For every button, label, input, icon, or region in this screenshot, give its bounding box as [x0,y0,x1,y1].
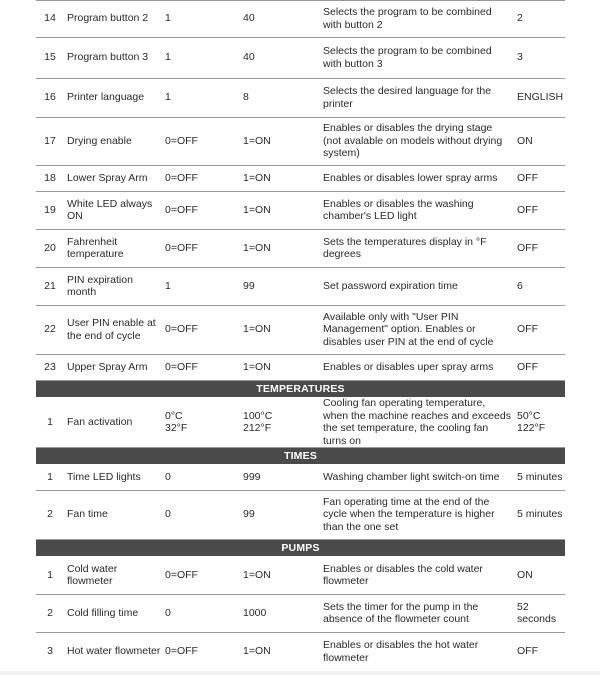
row-number [36,267,64,305]
max-value [243,165,321,191]
description-text: Enables or disables the cold water flowmeter [323,562,483,587]
description [323,78,513,117]
min-value-text: 0=OFF [165,568,198,581]
description [323,594,513,632]
parameter-name [67,397,162,447]
row-number-text: 19 [44,203,56,216]
max-value-text: 8 [243,91,249,104]
table-row [36,632,565,671]
row-number-text: 21 [44,279,56,292]
max-value-text: 1=ON [243,203,271,216]
section-temperatures-header: TEMPERATURES [36,381,565,397]
row-number-text: 3 [47,645,53,658]
row-number-text: 1 [47,415,53,428]
min-value-text: 0=OFF [165,241,198,254]
description-text: Sets the timer for the pump in the absence of the flowmeter count [323,600,479,625]
max-value-text: 1=ON [243,241,271,254]
page-bottom-strip [0,671,600,675]
min-value [165,191,243,229]
min-value-text: 0=OFF [165,171,198,184]
max-value [243,78,321,117]
max-value-text: 1=ON [243,171,271,184]
min-value-text: 0°C 32°F [165,409,188,434]
min-value-text: 0=OFF [165,134,198,147]
row-number-text: 22 [44,323,56,336]
min-value-text: 1 [165,51,171,64]
description [323,117,513,165]
row-number-text: 1 [47,470,53,483]
parameter-name-text: White LED always ON [67,197,153,222]
table-row [36,165,565,191]
description-text: Fan operating time at the end of the cycle when the temperature is higher than the one set [323,495,495,533]
description [323,0,513,37]
row-number-text: 17 [44,134,56,147]
max-value-text: 1=ON [243,134,271,147]
max-value [243,556,321,594]
default-value-text: 5 minutes [517,508,563,521]
table-row [36,354,565,380]
parameter-name-text: User PIN enable at the end of cycle [67,317,156,342]
description-text: Enables or disables the hot water flowmeter [323,639,479,664]
default-value-text: OFF [517,645,538,658]
default-value [517,37,565,78]
max-value-text: 100°C 212°F [243,409,273,434]
description-text: Enables or disables the washing chamber's LED light [323,197,474,222]
row-number [36,632,64,671]
max-value [243,37,321,78]
default-value [517,165,565,191]
min-value-text: 0 [165,508,171,521]
parameter-name [67,229,162,267]
parameter-name-text: Hot water flowmeter [67,645,161,658]
parameter-name [67,305,162,354]
row-number-text: 20 [44,241,56,254]
parameter-name [67,37,162,78]
default-value [517,267,565,305]
description [323,464,513,490]
parameter-name [67,354,162,380]
min-value-text: 1 [165,279,171,292]
table-row [36,464,565,490]
min-value [165,594,243,632]
row-number [36,229,64,267]
min-value [165,165,243,191]
parameter-name-text: Drying enable [67,134,132,147]
max-value [243,397,321,447]
default-value-text: 52 seconds [517,600,557,625]
max-value-text: 1=ON [243,568,271,581]
row-number [36,464,64,490]
min-value-text: 0=OFF [165,323,198,336]
default-value-text: OFF [517,171,538,184]
max-value [243,305,321,354]
default-value [517,556,565,594]
description [323,397,513,447]
min-value-text: 0=OFF [165,360,198,373]
default-value-text: OFF [517,360,538,373]
row-number [36,556,64,594]
default-value-text: 5 minutes [517,470,563,483]
min-value [165,632,243,671]
default-value-text: 3 [517,51,523,64]
description [323,267,513,305]
max-value [243,267,321,305]
default-value [517,397,565,447]
max-value [243,191,321,229]
parameter-name [67,632,162,671]
parameter-name [67,117,162,165]
default-value [517,632,565,671]
table-row [36,37,565,78]
parameter-name-text: Printer language [67,91,145,104]
max-value-text: 40 [243,12,255,25]
max-value-text: 99 [243,279,255,292]
table-row [36,191,565,229]
min-value-text: 0 [165,470,171,483]
row-number [36,191,64,229]
min-value [165,354,243,380]
description [323,354,513,380]
default-value [517,354,565,380]
max-value [243,354,321,380]
row-number-text: 23 [44,360,56,373]
min-value [165,464,243,490]
default-value-text: ENGLISH [517,91,564,104]
parameter-name-text: Fan time [67,508,108,521]
row-number [36,165,64,191]
parameter-name-text: Program button 3 [67,51,149,64]
min-value [165,37,243,78]
max-value [243,464,321,490]
description [323,191,513,229]
default-value-text: ON [517,134,533,147]
min-value [165,490,243,539]
row-number [36,594,64,632]
min-value-text: 1 [165,12,171,25]
description-text: Cooling fan operating temperature, when the machine reaches and exceeds the set temperature, the cooling fan turns on [323,397,511,447]
default-value-text: 6 [517,279,523,292]
max-value-text: 1=ON [243,323,271,336]
row-number [36,117,64,165]
description-text: Sets the temperatures display in °F degrees [323,235,487,260]
table-row [36,594,565,632]
table-row [36,305,565,354]
row-number [36,397,64,447]
min-value-text: 0 [165,606,171,619]
row-number-text: 16 [44,91,56,104]
default-value-text: OFF [517,203,538,216]
parameter-name-text: Fahrenheit temperature [67,235,124,260]
min-value [165,78,243,117]
description-text: Selects the program to be combined with button 2 [323,6,492,31]
min-value [165,267,243,305]
parameter-name [67,191,162,229]
default-value-text: OFF [517,323,538,336]
default-value [517,117,565,165]
max-value [243,490,321,539]
description [323,490,513,539]
description [323,37,513,78]
min-value [165,305,243,354]
description-text: Enables or disables uper spray arms [323,360,494,373]
description [323,229,513,267]
max-value [243,229,321,267]
description [323,632,513,671]
row-number [36,354,64,380]
parameter-table [36,0,565,672]
table-row [36,0,565,37]
default-value [517,464,565,490]
max-value-text: 1=ON [243,360,271,373]
row-number-text: 2 [47,508,53,521]
description-text: Set password expiration time [323,279,458,292]
description [323,305,513,354]
row-number-text: 14 [44,12,56,25]
max-value-text: 99 [243,508,255,521]
row-number-text: 15 [44,51,56,64]
row-number-text: 2 [47,606,53,619]
parameter-name [67,0,162,37]
max-value [243,117,321,165]
parameter-name-text: Time LED lights [67,470,141,483]
max-value [243,632,321,671]
default-value [517,0,565,37]
max-value-text: 40 [243,51,255,64]
table-row [36,117,565,165]
min-value [165,229,243,267]
min-value [165,397,243,447]
row-number [36,37,64,78]
parameter-name [67,464,162,490]
min-value [165,556,243,594]
default-value [517,594,565,632]
max-value-text: 1=ON [243,645,271,658]
description-text: Selects the program to be combined with button 3 [323,45,492,70]
row-number [36,0,64,37]
max-value [243,594,321,632]
max-value-text: 999 [243,470,261,483]
min-value-text: 1 [165,91,171,104]
default-value-text: OFF [517,241,538,254]
row-number-text: 1 [47,568,53,581]
description-text: Available only with "User PIN Management" option. Enables or disables user PIN at the end of cycle [323,310,494,348]
description [323,556,513,594]
table-row [36,267,565,305]
row-number [36,78,64,117]
parameter-name-text: Cold water flowmeter [67,562,118,587]
parameter-name [67,78,162,117]
parameter-name [67,490,162,539]
description-text: Enables or disables the drying stage (not avalable on models without drying system) [323,122,503,160]
row-number-text: 18 [44,171,56,184]
description-text: Enables or disables lower spray arms [323,171,498,184]
min-value-text: 0=OFF [165,645,198,658]
default-value [517,78,565,117]
default-value-text: 50°C 122°F [517,409,546,434]
section-pumps-header: PUMPS [36,540,565,556]
parameter-name [67,556,162,594]
parameter-name-text: PIN expiration month [67,273,133,298]
row-number [36,305,64,354]
min-value [165,0,243,37]
parameter-name [67,165,162,191]
table-row [36,229,565,267]
parameter-name-text: Program button 2 [67,12,149,25]
table-row [36,556,565,594]
section-times-header: TIMES [36,448,565,464]
parameter-name-text: Cold filling time [67,606,139,619]
default-value-text: 2 [517,12,523,25]
min-value [165,117,243,165]
min-value-text: 0=OFF [165,203,198,216]
default-value [517,490,565,539]
description-text: Selects the desired language for the printer [323,85,492,110]
parameter-name-text: Fan activation [67,415,133,428]
parameter-name-text: Lower Spray Arm [67,171,148,184]
description-text: Washing chamber light switch-on time [323,470,500,483]
parameter-name [67,594,162,632]
max-value [243,0,321,37]
max-value-text: 1000 [243,606,267,619]
default-value [517,191,565,229]
default-value-text: ON [517,568,533,581]
default-value [517,305,565,354]
table-row [36,78,565,117]
row-number [36,490,64,539]
default-value [517,229,565,267]
table-row [36,397,565,447]
table-row [36,490,565,539]
parameter-name [67,267,162,305]
parameter-name-text: Upper Spray Arm [67,360,148,373]
description [323,165,513,191]
